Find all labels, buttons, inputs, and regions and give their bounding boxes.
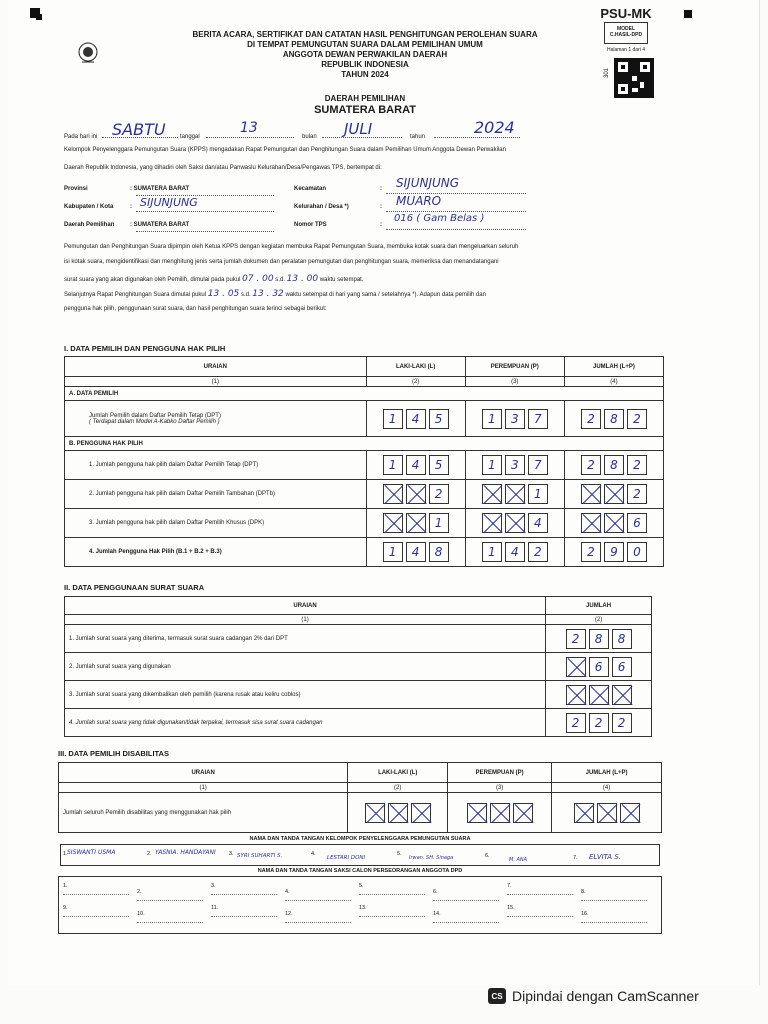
digit-box: 8	[589, 629, 609, 649]
digit-box: 1	[429, 513, 449, 533]
bulan-value: JULI	[344, 120, 373, 138]
intro-line-1: Kelompok Penyelenggara Pemungutan Suara (KPPS) mengadakan Rapat Pemungutan dan Penghitungan Suara dalam Pemilihan Umum Anggota Dewan Perwakilan	[64, 147, 506, 153]
crossed-digit-box	[505, 484, 525, 504]
digit-box: 3	[505, 455, 525, 475]
crossed-digit-box	[490, 803, 510, 823]
body-line-1: Pemungutan dan Penghitungan Suara dipimpin oleh Ketua KPPS dengan kegiatan membuka Rapat Pemungutan Suara, membuka kotak suara dan mengeluarkan seluruh	[64, 244, 519, 250]
digit-boxes	[550, 713, 647, 733]
digit-box: 8	[604, 455, 624, 475]
digit-box: 2	[581, 409, 601, 429]
digit-boxes	[569, 455, 659, 475]
digit-boxes	[371, 455, 461, 475]
section-2-table	[64, 596, 652, 737]
col-number: (3)	[448, 783, 552, 793]
b3-perempuan-cell	[465, 509, 564, 538]
saksi-sig-slot: 7.	[507, 883, 573, 895]
saksi-sig-slot: 8.	[581, 889, 647, 901]
digit-boxes	[371, 542, 461, 562]
kecamatan-value: SIJUNJUNG	[396, 176, 460, 190]
digit-box: 4	[406, 455, 426, 475]
digit-boxes	[569, 542, 659, 562]
saksi-sig-slot: 11.	[211, 905, 277, 917]
kabupaten-colon: :	[130, 204, 132, 210]
model-box	[604, 22, 648, 44]
row-disabilitas-label: Jumlah seluruh Pemilih disabilitas yang menggunakan hak pilih	[59, 793, 348, 833]
crossed-digit-box	[612, 685, 632, 705]
a1-jumlah-cell	[564, 401, 663, 437]
b4-laki-cell	[366, 538, 465, 567]
row-b3-label: 3. Jumlah pengguna hak pilih dalam Daftar Pemilih Khusus (DPK)	[65, 509, 367, 538]
crossed-digit-box	[383, 513, 403, 533]
digit-box: 2	[581, 542, 601, 562]
digit-box: 4	[406, 542, 426, 562]
digit-box: 6	[589, 657, 609, 677]
saksi-sig-slot: 5.	[359, 883, 425, 895]
digit-box: 1	[482, 542, 502, 562]
crossed-digit-box	[505, 513, 525, 533]
col-jumlah: JUMLAH (L+P)	[564, 357, 663, 377]
model-code: C.HASIL-DPD	[609, 32, 643, 38]
digit-boxes	[470, 484, 560, 504]
section-2-title: II. DATA PENGGUNAAN SURAT SUARA	[64, 583, 205, 592]
col-number: (3)	[465, 377, 564, 387]
digit-boxes	[569, 409, 659, 429]
b4-jumlah-cell	[564, 538, 663, 567]
crossed-digit-box	[365, 803, 385, 823]
b1-perempuan-cell	[465, 451, 564, 480]
row-b1-label: 1. Jumlah pengguna hak pilih dalam Daftar Pemilih Tetap (DPT)	[65, 451, 367, 480]
kpu-logo-icon	[76, 38, 100, 66]
crossed-digit-box	[604, 484, 624, 504]
crossed-digit-box	[388, 803, 408, 823]
digit-box: 2	[627, 484, 647, 504]
crossed-digit-box	[482, 513, 502, 533]
digit-box: 6	[627, 513, 647, 533]
body-line-2: isi kotak suara, mengidentifikasi dan menghitung jenis serta jumlah dokumen dan peralatan pemungutan dan penghitungan suara, memeriksa dan menandatangani	[64, 259, 499, 265]
ss4-cell	[546, 709, 652, 737]
provinsi-field	[136, 186, 274, 196]
digit-box: 2	[566, 713, 586, 733]
crossed-digit-box	[597, 803, 617, 823]
daerah-value: SUMATERA BARAT	[314, 104, 416, 116]
camscanner-icon: CS	[488, 988, 506, 1004]
section-1-title: I. DATA PEMILIH DAN PENGGUNA HAK PILIH	[64, 344, 226, 353]
crossed-digit-box	[589, 685, 609, 705]
dis-laki-cell	[348, 793, 448, 833]
digit-boxes	[371, 484, 461, 504]
saksi-sig-slot: 10.	[137, 911, 203, 923]
kpps-sig-2: YASNIA. HANDAYANI	[155, 849, 216, 856]
section-b-title: B. PENGGUNA HAK PILIH	[65, 437, 664, 451]
col-jumlah: JUMLAH	[546, 597, 652, 615]
dapil-field	[136, 222, 274, 232]
row-ss1-label: 1. Jumlah surat suara yang diterima, termasuk surat suara cadangan 2% dari DPT	[65, 625, 546, 653]
col-number: (2)	[348, 783, 448, 793]
saksi-sig-slot: 6.	[433, 889, 499, 901]
start-time-2: 13 . 05	[207, 289, 240, 299]
digit-box: 1	[383, 455, 403, 475]
b3-laki-cell	[366, 509, 465, 538]
kelurahan-label: Kelurahan / Desa *)	[294, 204, 349, 210]
corner-registration-mark	[684, 10, 692, 18]
tanggal-label: tanggal	[180, 134, 200, 140]
digit-boxes	[371, 513, 461, 533]
digit-box: 8	[429, 542, 449, 562]
row-a1-line2: ( Terdapat dalam Model A-Kabko Daftar Pemilih )	[89, 418, 220, 425]
title-line: BERITA ACARA, SERTIFIKAT DAN CATATAN HASIL PENGHITUNGAN PEROLEHAN SUARA	[192, 30, 538, 39]
title-line: ANGGOTA DEWAN PERWAKILAN DAERAH	[282, 50, 448, 59]
bulan-label: bulan	[302, 134, 317, 140]
section-3-table	[58, 762, 662, 833]
end-time-2: 13 . 32	[252, 289, 284, 299]
row-ss2-label: 2. Jumlah surat suara yang digunakan	[65, 653, 546, 681]
tps-value: 016 ( Gam Belas )	[394, 213, 485, 224]
digit-box: 5	[429, 409, 449, 429]
digit-box: 1	[383, 409, 403, 429]
b2-jumlah-cell	[564, 480, 663, 509]
title-line: TAHUN 2024	[341, 70, 389, 79]
pada-hari-label: Pada hari ini	[64, 134, 98, 140]
ss2-cell	[546, 653, 652, 681]
col-number: (1)	[65, 377, 367, 387]
saksi-sig-slot: 3.	[211, 883, 277, 895]
crossed-digit-box	[406, 484, 426, 504]
digit-box: 1	[383, 542, 403, 562]
saksi-sig-slot: 13.	[359, 905, 425, 917]
section-1-table	[64, 356, 664, 567]
digit-box: 4	[505, 542, 525, 562]
provinsi-label: Provinsi	[64, 186, 88, 192]
a1-laki-cell	[366, 401, 465, 437]
saksi-sig-slot: 9.	[63, 905, 129, 917]
digit-box: 9	[604, 542, 624, 562]
digit-box: 2	[429, 484, 449, 504]
digit-box: 8	[604, 409, 624, 429]
sig-num: 4.	[311, 851, 316, 857]
kpps-sig-1: SISWANTI USMA	[67, 849, 116, 856]
saksi-sig-slot: 2.	[137, 889, 203, 901]
corner-registration-mark	[36, 14, 42, 20]
dapil-label: Daerah Pemilihan	[64, 222, 115, 228]
camscanner-watermark	[488, 988, 699, 1004]
col-number: (4)	[564, 377, 663, 387]
form-code: PSU-MK	[600, 6, 652, 21]
b1-laki-cell	[366, 451, 465, 480]
crossed-digit-box	[383, 484, 403, 504]
sig-num: 3.	[229, 851, 234, 857]
tanggal-value: 13	[240, 120, 258, 136]
kabupaten-value: SIJUNJUNG	[140, 196, 198, 209]
kpps-sig-6: M. ANA	[509, 857, 528, 863]
body-line-4-text: Selanjutnya Rapat Penghitungan Suara dimulai pukul	[64, 292, 207, 298]
kpps-signature-box	[60, 844, 660, 866]
a1-perempuan-cell	[465, 401, 564, 437]
col-uraian: URAIAN	[65, 357, 367, 377]
crossed-digit-box	[411, 803, 431, 823]
row-ss4-label: 4. Jumlah surat suara yang tidak digunakan/tidak terpakai, termasuk sisa surat suara cadangan	[65, 709, 546, 737]
start-time-1: 07 . 00	[242, 274, 274, 284]
digit-box: 8	[612, 629, 632, 649]
digit-box: 0	[627, 542, 647, 562]
body-line-3-suffix: waktu setempat.	[319, 277, 364, 283]
col-number: (4)	[552, 783, 662, 793]
digit-box: 2	[566, 629, 586, 649]
crossed-digit-box	[513, 803, 533, 823]
b2-perempuan-cell	[465, 480, 564, 509]
digit-boxes	[470, 455, 560, 475]
daerah-label: DAERAH PEMILIHAN	[324, 94, 406, 103]
digit-box: 2	[528, 542, 548, 562]
digit-box: 2	[627, 455, 647, 475]
row-b2-label: 2. Jumlah pengguna hak pilih dalam Daftar Pemilih Tambahan (DPTb)	[65, 480, 367, 509]
kpps-sig-7: ELVITA S.	[589, 853, 621, 861]
digit-boxes	[452, 803, 547, 823]
end-time-1: 13 . 00	[286, 274, 319, 284]
crossed-digit-box	[566, 685, 586, 705]
tps-colon: :	[380, 222, 382, 228]
dis-perempuan-cell	[448, 793, 552, 833]
sig-num: 7.	[573, 855, 578, 861]
crossed-digit-box	[604, 513, 624, 533]
digit-boxes	[550, 657, 647, 677]
saksi-sig-slot: 14.	[433, 911, 499, 923]
b1-jumlah-cell	[564, 451, 663, 480]
saksi-signature-title: NAMA DAN TANDA TANGAN SAKSI CALON PERSEORANGAN ANGGOTA DPD	[257, 868, 463, 874]
col-perempuan: PEREMPUAN (P)	[448, 763, 552, 783]
digit-boxes	[556, 803, 657, 823]
qr-label: 301	[604, 67, 611, 79]
row-a1-label	[65, 401, 367, 437]
digit-box: 7	[528, 455, 548, 475]
kecamatan-colon: :	[380, 186, 382, 192]
tahun-value: 2024	[474, 118, 515, 137]
camscanner-text: Dipindai dengan CamScanner	[512, 988, 699, 1004]
body-line-3	[64, 272, 664, 287]
body-line-4	[64, 287, 664, 302]
kecamatan-label: Kecamatan	[294, 186, 327, 192]
col-number: (1)	[59, 783, 348, 793]
ss3-cell	[546, 681, 652, 709]
digit-boxes	[470, 542, 560, 562]
provinsi-value: : SUMATERA BARAT	[130, 186, 190, 192]
digit-box: 7	[528, 409, 548, 429]
saksi-signature-box	[58, 876, 662, 934]
kpps-signature-title: NAMA DAN TANDA TANGAN KELOMPOK PENYELENGGARA PEMUNGUTAN SUARA	[249, 836, 471, 842]
b2-laki-cell	[366, 480, 465, 509]
b4-perempuan-cell	[465, 538, 564, 567]
sd-label: s.d.	[240, 292, 251, 298]
col-perempuan: PEREMPUAN (P)	[465, 357, 564, 377]
sig-num: 2.	[147, 851, 152, 857]
document-title	[160, 30, 570, 80]
ss1-cell	[546, 625, 652, 653]
kelurahan-colon: :	[380, 204, 382, 210]
crossed-digit-box	[581, 513, 601, 533]
crossed-digit-box	[467, 803, 487, 823]
row-a1-line1: Jumlah Pemilih dalam Daftar Pemilih Tetap (DPT)	[89, 412, 221, 419]
crossed-digit-box	[482, 484, 502, 504]
digit-box: 2	[589, 713, 609, 733]
hari-value: SABTU	[112, 120, 166, 139]
digit-box: 2	[581, 455, 601, 475]
title-line: REPUBLIK INDONESIA	[321, 60, 409, 69]
kpps-sig-5: Irwan. SH. Sinaga	[409, 855, 454, 861]
tahun-label: tahun	[410, 134, 426, 140]
saksi-sig-slot: 1.	[63, 883, 129, 895]
col-jumlah: JUMLAH (L+P)	[552, 763, 662, 783]
digit-box: 1	[482, 455, 502, 475]
col-laki: LAKI-LAKI (L)	[348, 763, 448, 783]
body-line-5: pengguna hak pilih, penggunaan surat suara, dan hasil penghitungan suara terinci sebagai berikut:	[64, 306, 327, 312]
saksi-sig-slot: 16.	[581, 911, 647, 923]
digit-boxes	[569, 484, 659, 504]
section-a-title: A. DATA PEMILIH	[65, 387, 664, 401]
qr-code-icon	[614, 58, 654, 98]
kabupaten-label: Kabupaten / Kota	[64, 204, 114, 210]
digit-box: 1	[482, 409, 502, 429]
digit-box: 2	[627, 409, 647, 429]
digit-boxes	[371, 409, 461, 429]
col-number: (2)	[366, 377, 465, 387]
crossed-digit-box	[574, 803, 594, 823]
title-line: DI TEMPAT PEMUNGUTAN SUARA DALAM PEMILIHAN UMUM	[247, 40, 483, 49]
dapil-value: : SUMATERA BARAT	[130, 222, 190, 228]
digit-boxes	[569, 513, 659, 533]
col-number: (1)	[65, 615, 546, 625]
saksi-sig-slot: 12.	[285, 911, 351, 923]
tps-label: Nomor TPS	[294, 222, 327, 228]
digit-box: 6	[612, 657, 632, 677]
page-number: Halaman 1 dari 4	[606, 47, 646, 53]
row-b4-label: 4. Jumlah Pengguna Hak Pilih (B.1 + B.2 + B.3)	[65, 538, 367, 567]
digit-box: 4	[406, 409, 426, 429]
digit-boxes	[352, 803, 443, 823]
kpps-sig-3: SYRI SUHARTI S.	[237, 853, 283, 859]
section-3-title: III. DATA PEMILIH DISABILITAS	[58, 749, 169, 758]
body-line-3-text: surat suara yang akan digunakan oleh Pemilih, dimulai pada pukul	[64, 277, 241, 283]
crossed-digit-box	[406, 513, 426, 533]
digit-box: 3	[505, 409, 525, 429]
digit-boxes	[550, 685, 647, 705]
digit-box: 4	[528, 513, 548, 533]
kelurahan-value: MUARO	[396, 194, 442, 208]
crossed-digit-box	[581, 484, 601, 504]
kpps-sig-4: LESTARI DONI	[327, 855, 366, 861]
digit-box: 2	[612, 713, 632, 733]
digit-boxes	[470, 513, 560, 533]
model-label: MODEL	[616, 26, 636, 32]
sd-label: s.d.	[275, 277, 285, 283]
col-uraian: URAIAN	[59, 763, 348, 783]
digit-boxes	[550, 629, 647, 649]
digit-box: 1	[528, 484, 548, 504]
sig-num: 5.	[397, 851, 402, 857]
digit-boxes	[470, 409, 560, 429]
col-laki: LAKI-LAKI (L)	[366, 357, 465, 377]
row-ss3-label: 3. Jumlah surat suara yang dikembalikan oleh pemilih (karena rusak atau keliru coblos)	[65, 681, 546, 709]
crossed-digit-box	[566, 657, 586, 677]
intro-line-2: Daerah Republik Indonesia, yang dihadiri oleh Saksi dan/atau Panwaslu Kelurahan/Desa/Pengawas TPS, bertempat di:	[64, 165, 382, 171]
sig-num: 1.	[63, 851, 68, 857]
b3-jumlah-cell	[564, 509, 663, 538]
sig-num: 6.	[485, 853, 490, 859]
dis-jumlah-cell	[552, 793, 662, 833]
saksi-sig-slot: 4.	[285, 889, 351, 901]
crossed-digit-box	[620, 803, 640, 823]
saksi-sig-slot: 15.	[507, 905, 573, 917]
digit-box: 5	[429, 455, 449, 475]
col-uraian: URAIAN	[65, 597, 546, 615]
body-line-4-suffix: waktu setempat di hari yang sama / setelahnya *). Adapun data pemilih dan	[285, 292, 486, 298]
col-number: (2)	[546, 615, 652, 625]
